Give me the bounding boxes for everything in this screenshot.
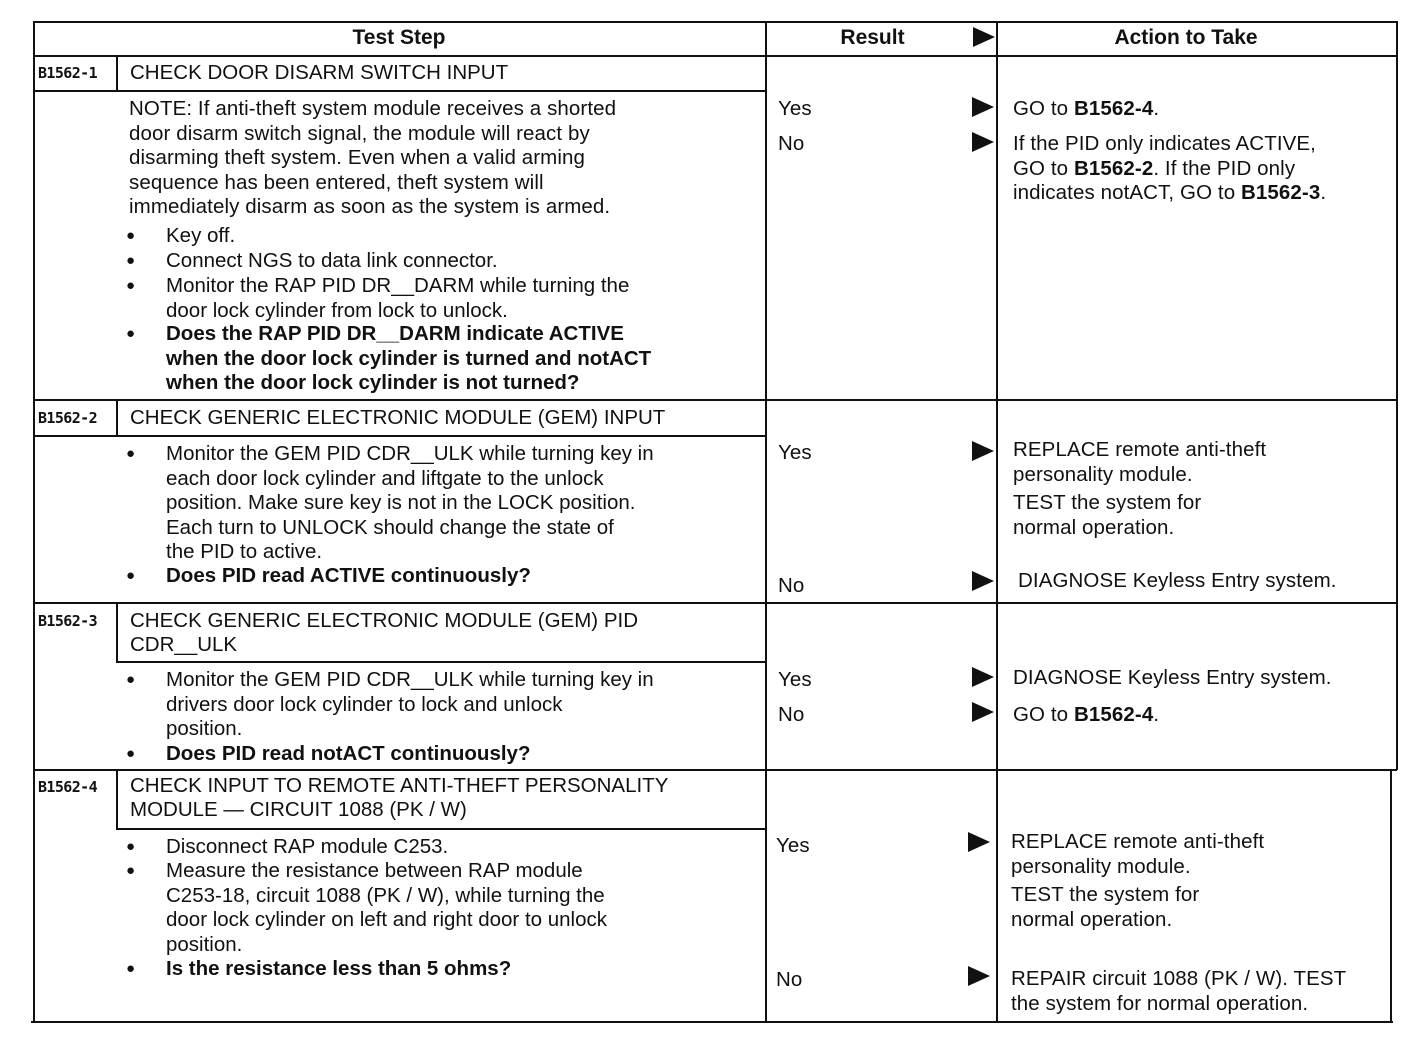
result-action: REPLACE remote anti-theft personality module. TEST the system for normal operation. xyxy=(1011,830,1265,931)
result-arrow-icon xyxy=(968,832,990,852)
bullet-item: ● Monitor the GEM PID CDR__ULK while turning key in each door lock cylinder and liftgate to the unlock position. Make sure key is not in the LOCK position. Each turn to UNLOCK should change the state of the PID to active. xyxy=(166,442,654,565)
header-test-step: Test Step xyxy=(352,26,446,49)
result-action: REPAIR circuit 1088 (PK / W). TEST the system for normal operation. xyxy=(1011,967,1347,1015)
id-rule xyxy=(116,769,118,829)
step-title: CHECK GENERIC ELECTRONIC MODULE (GEM) PID CDR__ULK xyxy=(130,609,638,656)
step-title: CHECK GENERIC ELECTRONIC MODULE (GEM) INPUT xyxy=(130,406,666,429)
table-left-rule xyxy=(33,21,35,1022)
result-label: Yes xyxy=(778,441,812,464)
bullet-item: ● Monitor the RAP PID DR__DARM while turning the door lock cylinder from lock to unlock. xyxy=(166,274,629,323)
bullet-item: ● Key off. xyxy=(166,224,235,249)
action-column-rule xyxy=(996,21,998,1022)
result-label: Yes xyxy=(776,834,810,857)
step-id: B1562-1 xyxy=(38,64,98,82)
result-action: If the PID only indicates ACTIVE, GO to B1562-2. If the PID only indicates notACT, GO to B1562-3. xyxy=(1013,132,1327,204)
bullet-question: ● Is the resistance less than 5 ohms? xyxy=(166,957,511,982)
result-arrow-icon xyxy=(972,441,994,461)
step-id: B1562-2 xyxy=(38,409,98,427)
result-action: DIAGNOSE Keyless Entry system. xyxy=(1018,569,1337,592)
result-label: No xyxy=(778,132,805,155)
result-arrow-icon xyxy=(968,966,990,986)
id-rule xyxy=(116,602,118,662)
result-action: GO to B1562-4. xyxy=(1013,97,1160,120)
table-top-rule xyxy=(33,21,1397,23)
header-bottom-rule xyxy=(33,55,1397,57)
row-divider xyxy=(33,399,1397,401)
step-title: CHECK INPUT TO REMOTE ANTI-THEFT PERSONALITY MODULE — CIRCUIT 1088 (PK / W) xyxy=(130,774,669,821)
id-rule xyxy=(116,55,118,91)
result-action: DIAGNOSE Keyless Entry system. xyxy=(1013,666,1332,689)
step-reference: B1562-3 xyxy=(1241,181,1321,204)
id-rule xyxy=(116,399,118,436)
result-label: No xyxy=(778,574,805,597)
header-result: Result xyxy=(840,26,905,49)
result-arrow-icon xyxy=(972,97,994,117)
bullet-question: ● Does PID read ACTIVE continuously? xyxy=(166,564,531,589)
bullet-question: ● Does the RAP PID DR__DARM indicate ACTIVE when the door lock cylinder is turned and notACT when the door lock cylinder is not turned? xyxy=(166,322,651,396)
step-id: B1562-4 xyxy=(38,778,98,796)
title-rule xyxy=(116,828,765,830)
table-right-rule xyxy=(1396,21,1398,770)
result-arrow-icon xyxy=(972,702,994,722)
step-note: NOTE: If anti-theft system module receives a shorted door disarm switch signal, the module will react by disarming theft system. Even when a valid arming sequence has been entered, theft system will immediately disarm as soon as the system is armed. xyxy=(129,97,617,218)
step-reference: B1562-2 xyxy=(1073,156,1154,180)
result-action: GO to B1562-4. xyxy=(1013,703,1160,726)
bullet-question: ● Does PID read notACT continuously? xyxy=(166,742,530,767)
result-label: Yes xyxy=(778,668,812,691)
title-rule xyxy=(33,90,765,92)
result-label: Yes xyxy=(778,97,812,120)
table-right-rule xyxy=(1390,769,1392,1022)
result-column-rule xyxy=(765,21,767,1022)
result-label: No xyxy=(778,703,805,726)
step-reference: B1562-4 xyxy=(1073,97,1154,120)
result-arrow-icon xyxy=(972,667,994,687)
result-action: REPLACE remote anti-theft personality module. TEST the system for normal operation. xyxy=(1013,438,1267,539)
result-arrow-icon xyxy=(972,571,994,591)
step-title: CHECK DOOR DISARM SWITCH INPUT xyxy=(130,61,509,84)
header-action: Action to Take xyxy=(1114,26,1258,49)
step-reference: B1562-4 xyxy=(1073,703,1154,726)
result-label: No xyxy=(776,968,803,991)
row-divider xyxy=(33,769,1397,771)
bullet-item: ● Measure the resistance between RAP module C253-18, circuit 1088 (PK / W), while turning the door lock cylinder on left and right door to unlock position. xyxy=(166,859,607,957)
result-arrow-icon xyxy=(972,132,994,152)
bullet-item: ● Disconnect RAP module C253. xyxy=(166,835,448,860)
title-rule xyxy=(116,661,765,663)
bullet-item: ● Monitor the GEM PID CDR__ULK while turning key in drivers door lock cylinder to lock and unlock position. xyxy=(166,668,654,742)
title-rule xyxy=(33,435,765,437)
table-bottom-rule xyxy=(31,1021,1393,1023)
header-arrow-icon xyxy=(973,27,995,47)
bullet-item: ● Connect NGS to data link connector. xyxy=(166,249,498,274)
row-divider xyxy=(33,602,1397,604)
step-id: B1562-3 xyxy=(38,612,98,630)
